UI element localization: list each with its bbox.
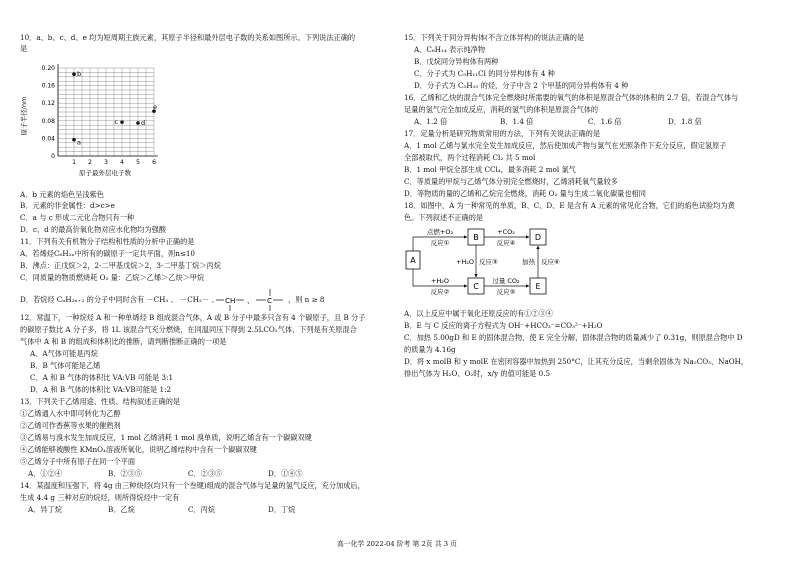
q17-option-c: C．等质量的甲烷与乙烯气体分别完全燃烧时，乙烯消耗氧气量较多	[404, 177, 618, 186]
q13-option-c: C．②③⑤	[188, 469, 223, 478]
q14-line2: 生成 4.4 g 三种对应的烷烃，则所得烷烃中一定有	[20, 493, 180, 502]
q14-option-b: B．乙烷	[108, 505, 135, 514]
q13-option-d: D．①④⑤	[268, 469, 303, 478]
point-a	[72, 138, 76, 142]
q12-option-c: C．A 和 B 气体的体积比 VA:VB 可能是 3:1	[30, 373, 174, 382]
q17-option-a2: 全部被取代，两个过程消耗 Cl₂ 共 5 mol	[404, 153, 536, 162]
q18-reaction-diagram	[404, 224, 584, 302]
q10-scatter-chart	[20, 54, 170, 179]
label-r6-right: 反应⑥	[541, 258, 560, 266]
q10-option-d: D．c、d 的最高价氧化物对应水化物均为强酸	[20, 225, 167, 234]
y-tick-label: 0.16	[41, 82, 55, 90]
q18-stem-line2: 色。下列叙述不正确的是	[404, 213, 484, 222]
svg-text:A: A	[410, 256, 416, 265]
group-ch: CH	[225, 296, 236, 305]
q18-option-d2: 排出气体为 H₂O、O₂时，x/y 的值可能是 0.5	[404, 369, 551, 378]
q13-item-2: ②乙烯可作香蕉等水果的催熟剂	[20, 421, 121, 430]
q14-option-a: A．异丁烷	[28, 505, 62, 514]
q13-item-3: ③乙烯易与溴水发生加成反应，1 mol 乙烯消耗 1 mol 溴单质，说明乙烯含有一个碳碳双键	[20, 433, 312, 442]
svg-text:C: C	[473, 282, 479, 291]
q10-option-c: C．a 与 c 形成二元化合物只有一种	[20, 213, 135, 222]
y-tick-label: 0	[51, 153, 55, 160]
q18-option-a: A．以上反应中属于氧化还原反应的有①②③④	[404, 309, 553, 318]
y-tick-label: 0.20	[41, 65, 55, 72]
q14-option-d: D．丁烷	[268, 505, 296, 514]
label-r6-left: 加热	[522, 258, 535, 266]
chart-grid	[58, 64, 158, 156]
page-footer: 高一化学 2022-04 阶考 第 2页 共 3 页	[337, 540, 457, 548]
point-label-e: e	[153, 103, 157, 112]
y-tick-label: 0.04	[41, 135, 55, 143]
q12-line1: 12．常温下，一种烷烃 A 和一种单烯烃 B 组成混合气体，A 或 B 分子中最多只含有 4 个碳原子，且 B 分子	[20, 313, 366, 322]
q11-option-a: A．若烯烃C₆H₂ₙ中所有的碳原子一定共平面，则n≤10	[20, 249, 196, 258]
chart-xlabel: 原子最外层电子数	[79, 169, 131, 177]
x-tick-label: 6	[152, 159, 156, 166]
q13-stem: 13．下列关于乙烯用途、性质、结构叙述正确的是	[20, 397, 181, 406]
q17-option-d: D．等物质的量的乙烯和乙烷完全燃烧，消耗 O₂ 量与生成二氧化碳量也相同	[404, 189, 646, 198]
x-tick-label: 5	[136, 159, 140, 166]
svg-text:D: D	[534, 233, 542, 242]
chart-ticks	[42, 65, 156, 166]
label-r1-bot: 反应①	[430, 239, 450, 247]
svg-text:、: 、	[247, 296, 255, 305]
q13-item-4: ④乙烯能够被酸性 KMnO₄溶液所氧化，说明乙烯结构中含有一个碳碳双键	[20, 445, 257, 454]
x-tick-label: 2	[88, 159, 92, 166]
chart-ylabel: 原子半径/nm	[20, 96, 28, 136]
q12-option-a: A．A气体可能是丙烷	[30, 349, 98, 358]
q18-stem-line1: 18．如图中，A 为一种常见的单质，B、C、D、E 是含有 A 元素的常见化合物，它们的焰色试验均为黄	[404, 201, 735, 210]
chart-points	[72, 70, 157, 147]
q12-line2: 的碳原子数比 A 分子多，将 1L 该混合气充分燃烧，在同温同压下得到 2.5LCO₂气体，下列是有关原混合	[20, 325, 357, 334]
point-b	[72, 72, 76, 76]
q11-stem: 11．下列有关有机物分子结构和性质的分析中正确的是	[20, 237, 195, 246]
q12-option-b: B．B 气体可能是乙烯	[30, 361, 101, 370]
point-label-b: b	[77, 70, 82, 79]
q14-line1: 14．某温度和压强下，将 4g 由三种炔烃(均只有一个叁键)组成的混合气体与足量的氢气反应，充分加成后，	[20, 481, 365, 490]
q16-option-a: A．1.2 倍	[414, 117, 448, 126]
label-r5-top: 过量 CO₂	[492, 277, 520, 285]
label-r1-top: 点燃+O₂	[426, 228, 454, 236]
x-tick-label: 4	[120, 159, 124, 166]
q13-option-a: A．①②④	[28, 469, 62, 478]
group-c: C	[267, 296, 273, 305]
q15-option-c: C．分子式为 C₅H₁₁Cl 的同分异构体有 4 种	[414, 69, 555, 78]
label-r4-bot: 反应④	[496, 239, 516, 247]
q17-option-a1: A．1 mol 乙烯与氯水完全发生加成反应，然后使加成产物与氯气在光照条件下充分反应，假定氢原子	[404, 141, 727, 150]
q13-item-1: ①乙烯通入水中即可转化为乙醇	[20, 409, 121, 418]
q11-option-c: C．同质量的物质燃烧耗 O₂ 量：乙烷＞乙烯＞乙炔＞甲烷	[20, 273, 205, 282]
q14-option-c: C．丙烷	[188, 505, 216, 514]
y-tick-label: 0.08	[41, 117, 55, 125]
point-label-a: a	[77, 138, 81, 147]
q10-option-b: B．元素的非金属性：d>c>e	[20, 201, 115, 210]
point-label-d: d	[141, 119, 146, 127]
q18-option-c2: 的质量为 4.16g	[404, 345, 456, 354]
q13-option-b: B．②③⑤	[108, 469, 143, 478]
q16-line1: 16．乙烯和乙炔的混合气体完全燃烧时所需要的氧气的体积是原混合气体的体积的 2.7 倍，若混合气体与	[404, 93, 739, 102]
q11-option-b: B．沸点：正戊烷＞2，2-二甲基戊烷＞2，3-二甲基丁烷＞丙烷	[20, 261, 221, 270]
label-r2-bot: 反应②	[430, 288, 450, 296]
svg-text:E: E	[535, 282, 541, 291]
label-r3-left: +H₂O	[455, 258, 474, 266]
x-tick-label: 3	[104, 159, 108, 166]
q11-option-d-end: ，则 n ≥ 8	[288, 295, 325, 304]
q16-option-d: D．1.8 倍	[668, 117, 702, 126]
label-r2-top: +H₂O	[430, 277, 450, 285]
q18-option-c1: C．加热 5.00gD 和 E 的固体混合物，使 E 完全分解，固体混合物的质量减少了 0.31g，则原混合物中 D	[404, 333, 743, 342]
q16-option-b: B．1.4 倍	[500, 117, 534, 126]
label-r5-bot: 反应⑤	[496, 288, 516, 296]
label-r3-right: 反应③	[479, 258, 498, 266]
svg-text:B: B	[473, 233, 479, 242]
q10-stem-line1: 10．a、b、c、d、e 均为短周期主族元素，其原子半径和最外层电子数的关系如图所示。下列说法正确的	[20, 33, 356, 42]
label-r4-top: +CO₂	[497, 228, 515, 236]
q13-item-5: ⑤乙烯分子中所有原子在同一个平面	[20, 457, 136, 466]
q17-option-b: B．1 mol 甲烷全部生成 CCl₄，最多消耗 2 mol 氯气	[404, 165, 576, 174]
q16-option-c: C．1.6 倍	[588, 117, 622, 126]
q12-option-d: D．A 和 B 气体的体积比 VA:VB可能是 1:2	[30, 385, 172, 394]
q15-option-d: D．分子式为 C₅H₁₀ 的烃，分子中含 2 个甲基的同分异构体有 4 种	[414, 81, 629, 90]
point-d	[136, 121, 140, 125]
q15-option-a: A．C₆H₁₄ 表示纯净物	[414, 45, 486, 54]
q10-stem-line2: 是	[20, 44, 28, 53]
q11-option-d-text: D．若烷烃 CₙH₂ₙ₊₂ 的分子中同时含有 －CH₃ 、 －CH₂－ 、	[20, 295, 219, 304]
q10-option-a: A．b 元素的焰色呈浅紫色	[20, 190, 104, 199]
q18-option-b: B．E 与 C 反应的离子方程式为 OH⁻+HCO₃⁻=CO₃²⁻+H₂O	[404, 321, 603, 330]
q15-stem: 15．下列关于同分异构体(不含立体异构)的说法正确的是	[404, 33, 585, 42]
point-c	[120, 120, 124, 124]
q18-option-d1: D．将 x molB 和 y molE 在密闭容器中加热到 250°C，让其充分反应，当剩余固体为 Na₂CO₃、NaOH，	[404, 357, 749, 366]
q17-stem: 17．定量分析是研究物质常用的方法，下列有关说法正确的是	[404, 129, 601, 138]
q16-line2: 足量的氢气完全加成反应，消耗的氢气的体积是原混合气体的	[404, 105, 599, 114]
q15-option-b: B．戊烷同分异构体有两种	[414, 57, 499, 66]
y-tick-label: 0.12	[41, 100, 55, 108]
x-tick-label: 1	[72, 159, 76, 166]
point-label-c: c	[114, 118, 118, 127]
q12-line3: 气体中 A 和 B 的组成和体积比的推断，请判断推断正确的一项是	[20, 337, 227, 346]
